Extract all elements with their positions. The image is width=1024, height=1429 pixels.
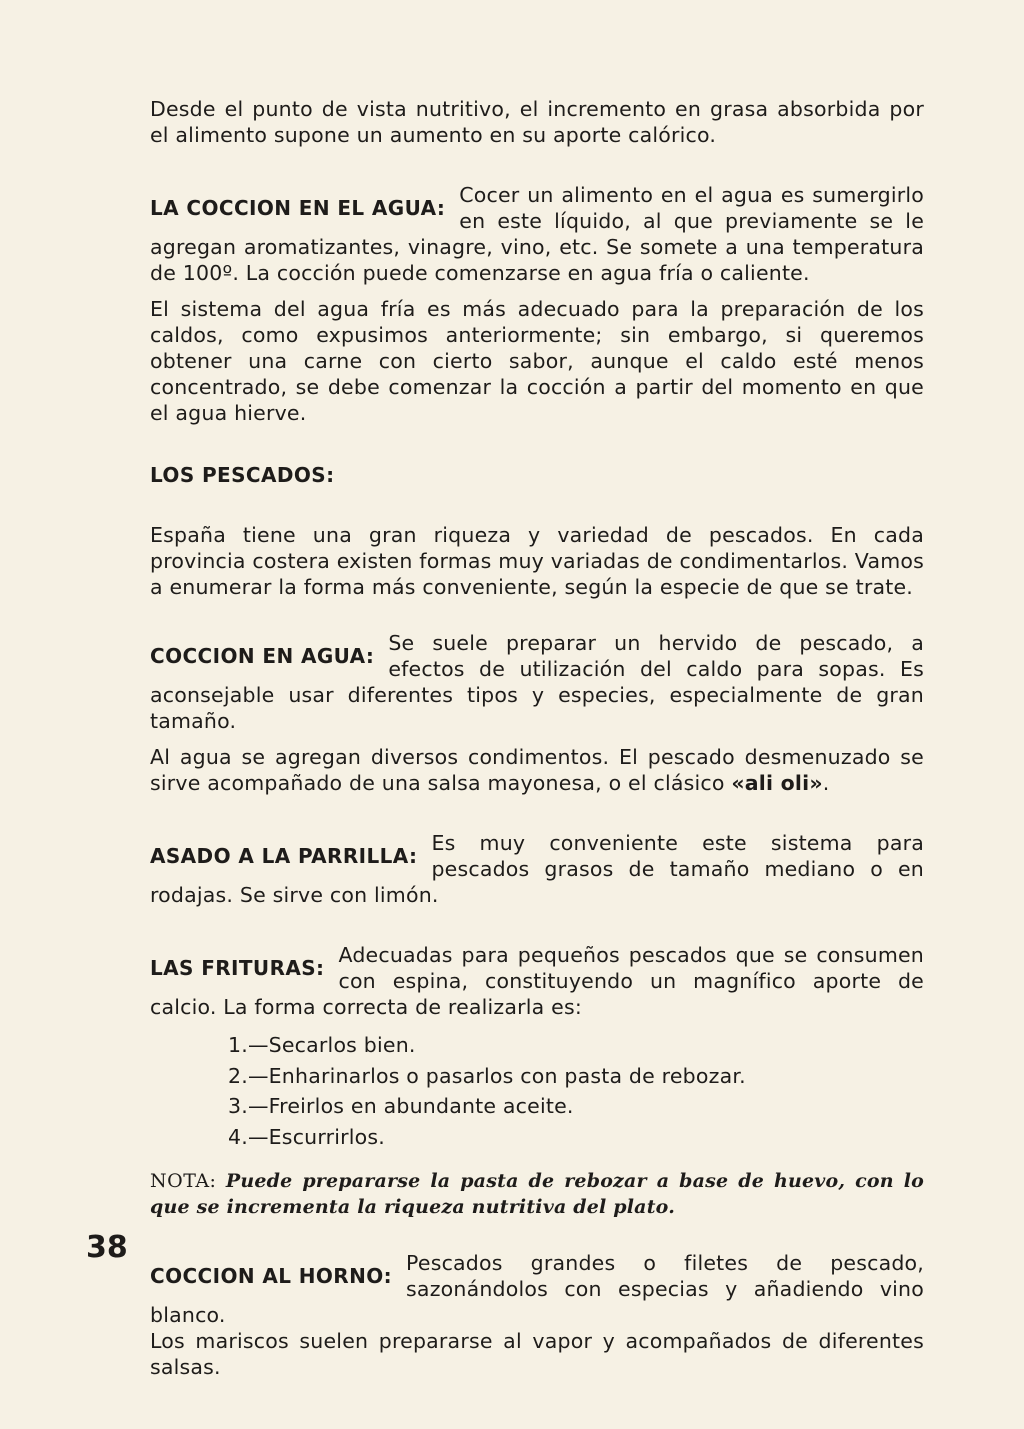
section-text: Cocer un alimento en el agua es sumergirlo en este líquido, al que previamente se le agregan aromatizantes, vinagre, vino, etc. Se somete a una temperatura de 100º. La cocción puede comenzarse en agua fría o caliente. xyxy=(150,183,924,285)
section-text: Es muy conveniente este sistema para pescados grasos de tamaño mediano o en rodajas. Se sirve con limón. xyxy=(150,831,924,907)
section-text: Se suele preparar un hervido de pescado, a efectos de utilización del caldo para sopas. Es aconsejable usar diferentes tipos y especies, especialmente de gran tamaño. xyxy=(150,631,924,733)
nota-text: Puede prepararse la pasta de rebozar a base de huevo, con lo que se incrementa la riqueza nutritiva del plato. xyxy=(150,1170,924,1218)
page-number: 38 xyxy=(86,1230,128,1265)
condimentos-paragraph: Al agua se agregan diversos condimentos. El pescado desmenuzado se sirve acompañado de una salsa mayonesa, o el clásico «ali oli». xyxy=(150,745,924,795)
list-item: 3.—Freirlos en abundante aceite. xyxy=(228,1094,574,1118)
section-coccion-en-agua xyxy=(150,630,924,734)
section-parrilla xyxy=(150,830,924,908)
section-heading: LA COCCION EN EL AGUA: xyxy=(150,196,446,220)
section-coccion-agua xyxy=(150,182,924,286)
ali-oli-text: «ali oli» xyxy=(731,771,823,795)
list-item: 1.—Secarlos bien. xyxy=(228,1033,416,1057)
nota-label: NOTA: xyxy=(150,1170,217,1192)
list-item: 2.—Enharinarlos o pasarlos con pasta de rebozar. xyxy=(228,1063,746,1088)
section-frituras xyxy=(150,942,924,1020)
nota-paragraph xyxy=(150,1168,924,1220)
section-heading: COCCION AL HORNO: xyxy=(150,1264,393,1288)
section-text: Adecuadas para pequeños pescados que se consumen con espina, constituyendo un magnífico aporte de calcio. La forma correcta de realizarla es: xyxy=(150,943,924,1019)
section-text: Pescados grandes o filetes de pescado, sazonándolos con especias y añadiendo vino blanco. xyxy=(150,1251,924,1327)
list-item: 4.—Escurrirlos. xyxy=(228,1124,386,1149)
section-heading: ASADO A LA PARRILLA: xyxy=(150,844,418,868)
frying-steps-list xyxy=(150,1030,924,1152)
agua-fria-paragraph: El sistema del agua fría es más adecuado para la preparación de los caldos, como expusimos anteriormente; sin embargo, si queremos obtener una carne con cierto sabor, aunque el caldo esté menos concentrado, se debe comenzar la cocción a partir del momento en que el agua hierve. xyxy=(150,297,924,425)
section-heading: LAS FRITURAS: xyxy=(150,956,325,980)
section-heading-pescados: LOS PESCADOS: xyxy=(150,463,335,487)
page-body xyxy=(150,96,924,1380)
pescados-paragraph: España tiene una gran riqueza y variedad de pescados. En cada provincia costera existen formas muy variadas de condimentarlos. Vamos a enumerar la forma más conveniente, según la especie de que se trate. xyxy=(150,523,924,599)
section-heading: COCCION EN AGUA: xyxy=(150,644,375,668)
section-horno xyxy=(150,1250,924,1328)
mariscos-paragraph: Los mariscos suelen prepararse al vapor y acompañados de diferentes salsas. xyxy=(150,1329,924,1379)
intro-paragraph: Desde el punto de vista nutritivo, el incremento en grasa absorbida por el alimento supone un aumento en su aporte calórico. xyxy=(150,97,924,147)
